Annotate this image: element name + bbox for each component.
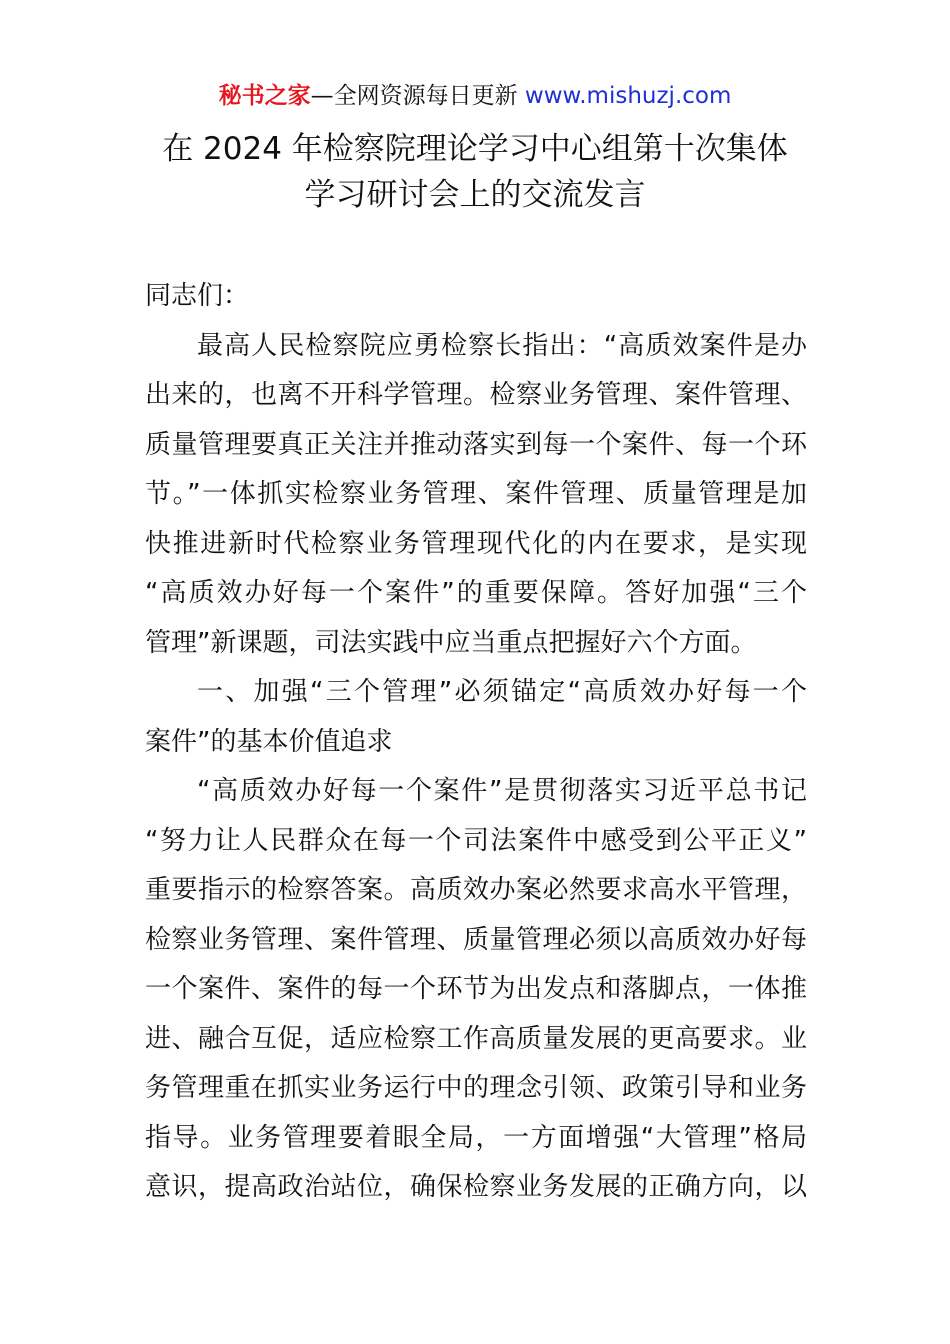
document-title: [0, 126, 950, 218]
body-line: 意识，提高政治站位，确保检察业务发展的正确方向，以: [145, 1172, 807, 1202]
body-line: 进、融合互促，适应检察工作高质量发展的更高要求。业: [145, 1023, 807, 1054]
body-line: “努力让人民群众在每一个司法案件中感受到公平正义”: [145, 825, 807, 856]
body-line: 重要指示的检察答案。高质效办案必然要求高水平管理，: [145, 875, 807, 905]
title-line-2: 学习研讨会上的交流发言: [304, 177, 646, 213]
body-line: 出来的，也离不开科学管理。检察业务管理、案件管理、: [145, 380, 807, 410]
title-line-1: 在 2024 年检察院理论学习中心组第十次集体: [162, 131, 788, 167]
salutation: 同志们：: [145, 281, 250, 311]
document-body: [145, 272, 807, 1213]
header-tagline: —全网资源每日更新: [310, 83, 525, 109]
body-line: 指导。业务管理要着眼全局，一方面增强“大管理”格局: [145, 1122, 807, 1153]
brand-name: 秘书之家: [218, 83, 311, 109]
body-line: “高质效办好每一个案件”是贯彻落实习近平总书记: [197, 776, 807, 806]
body-line: 管理”新课题，司法实践中应当重点把握好六个方面。: [145, 627, 757, 658]
section-heading-line: 一、加强“三个管理”必须锚定“高质效办好每一个: [197, 677, 807, 707]
body-line: 质量管理要真正关注并推动落实到每一个案件、每一个环: [145, 429, 807, 460]
body-line: 快推进新时代检察业务管理现代化的内在要求，是实现: [145, 528, 807, 559]
body-line: 检察业务管理、案件管理、质量管理必须以高质效办好每: [145, 924, 807, 955]
body-line: 务管理重在抓实业务运行中的理念引领、政策引导和业务: [145, 1073, 807, 1103]
body-line: 一个案件、案件的每一个环节为出发点和落脚点，一体推: [145, 974, 807, 1004]
site-header: [0, 80, 950, 112]
site-url-link[interactable]: www.mishuzj.com: [524, 83, 732, 109]
body-line: “高质效办好每一个案件”的重要保障。答好加强“三个: [145, 578, 807, 608]
body-line: 最高人民检察院应勇检察长指出：“高质效案件是办: [197, 330, 807, 361]
section-heading-line: 案件”的基本价值追求: [145, 726, 393, 757]
body-line: 节。”一体抓实检察业务管理、案件管理、质量管理是加: [145, 479, 807, 509]
